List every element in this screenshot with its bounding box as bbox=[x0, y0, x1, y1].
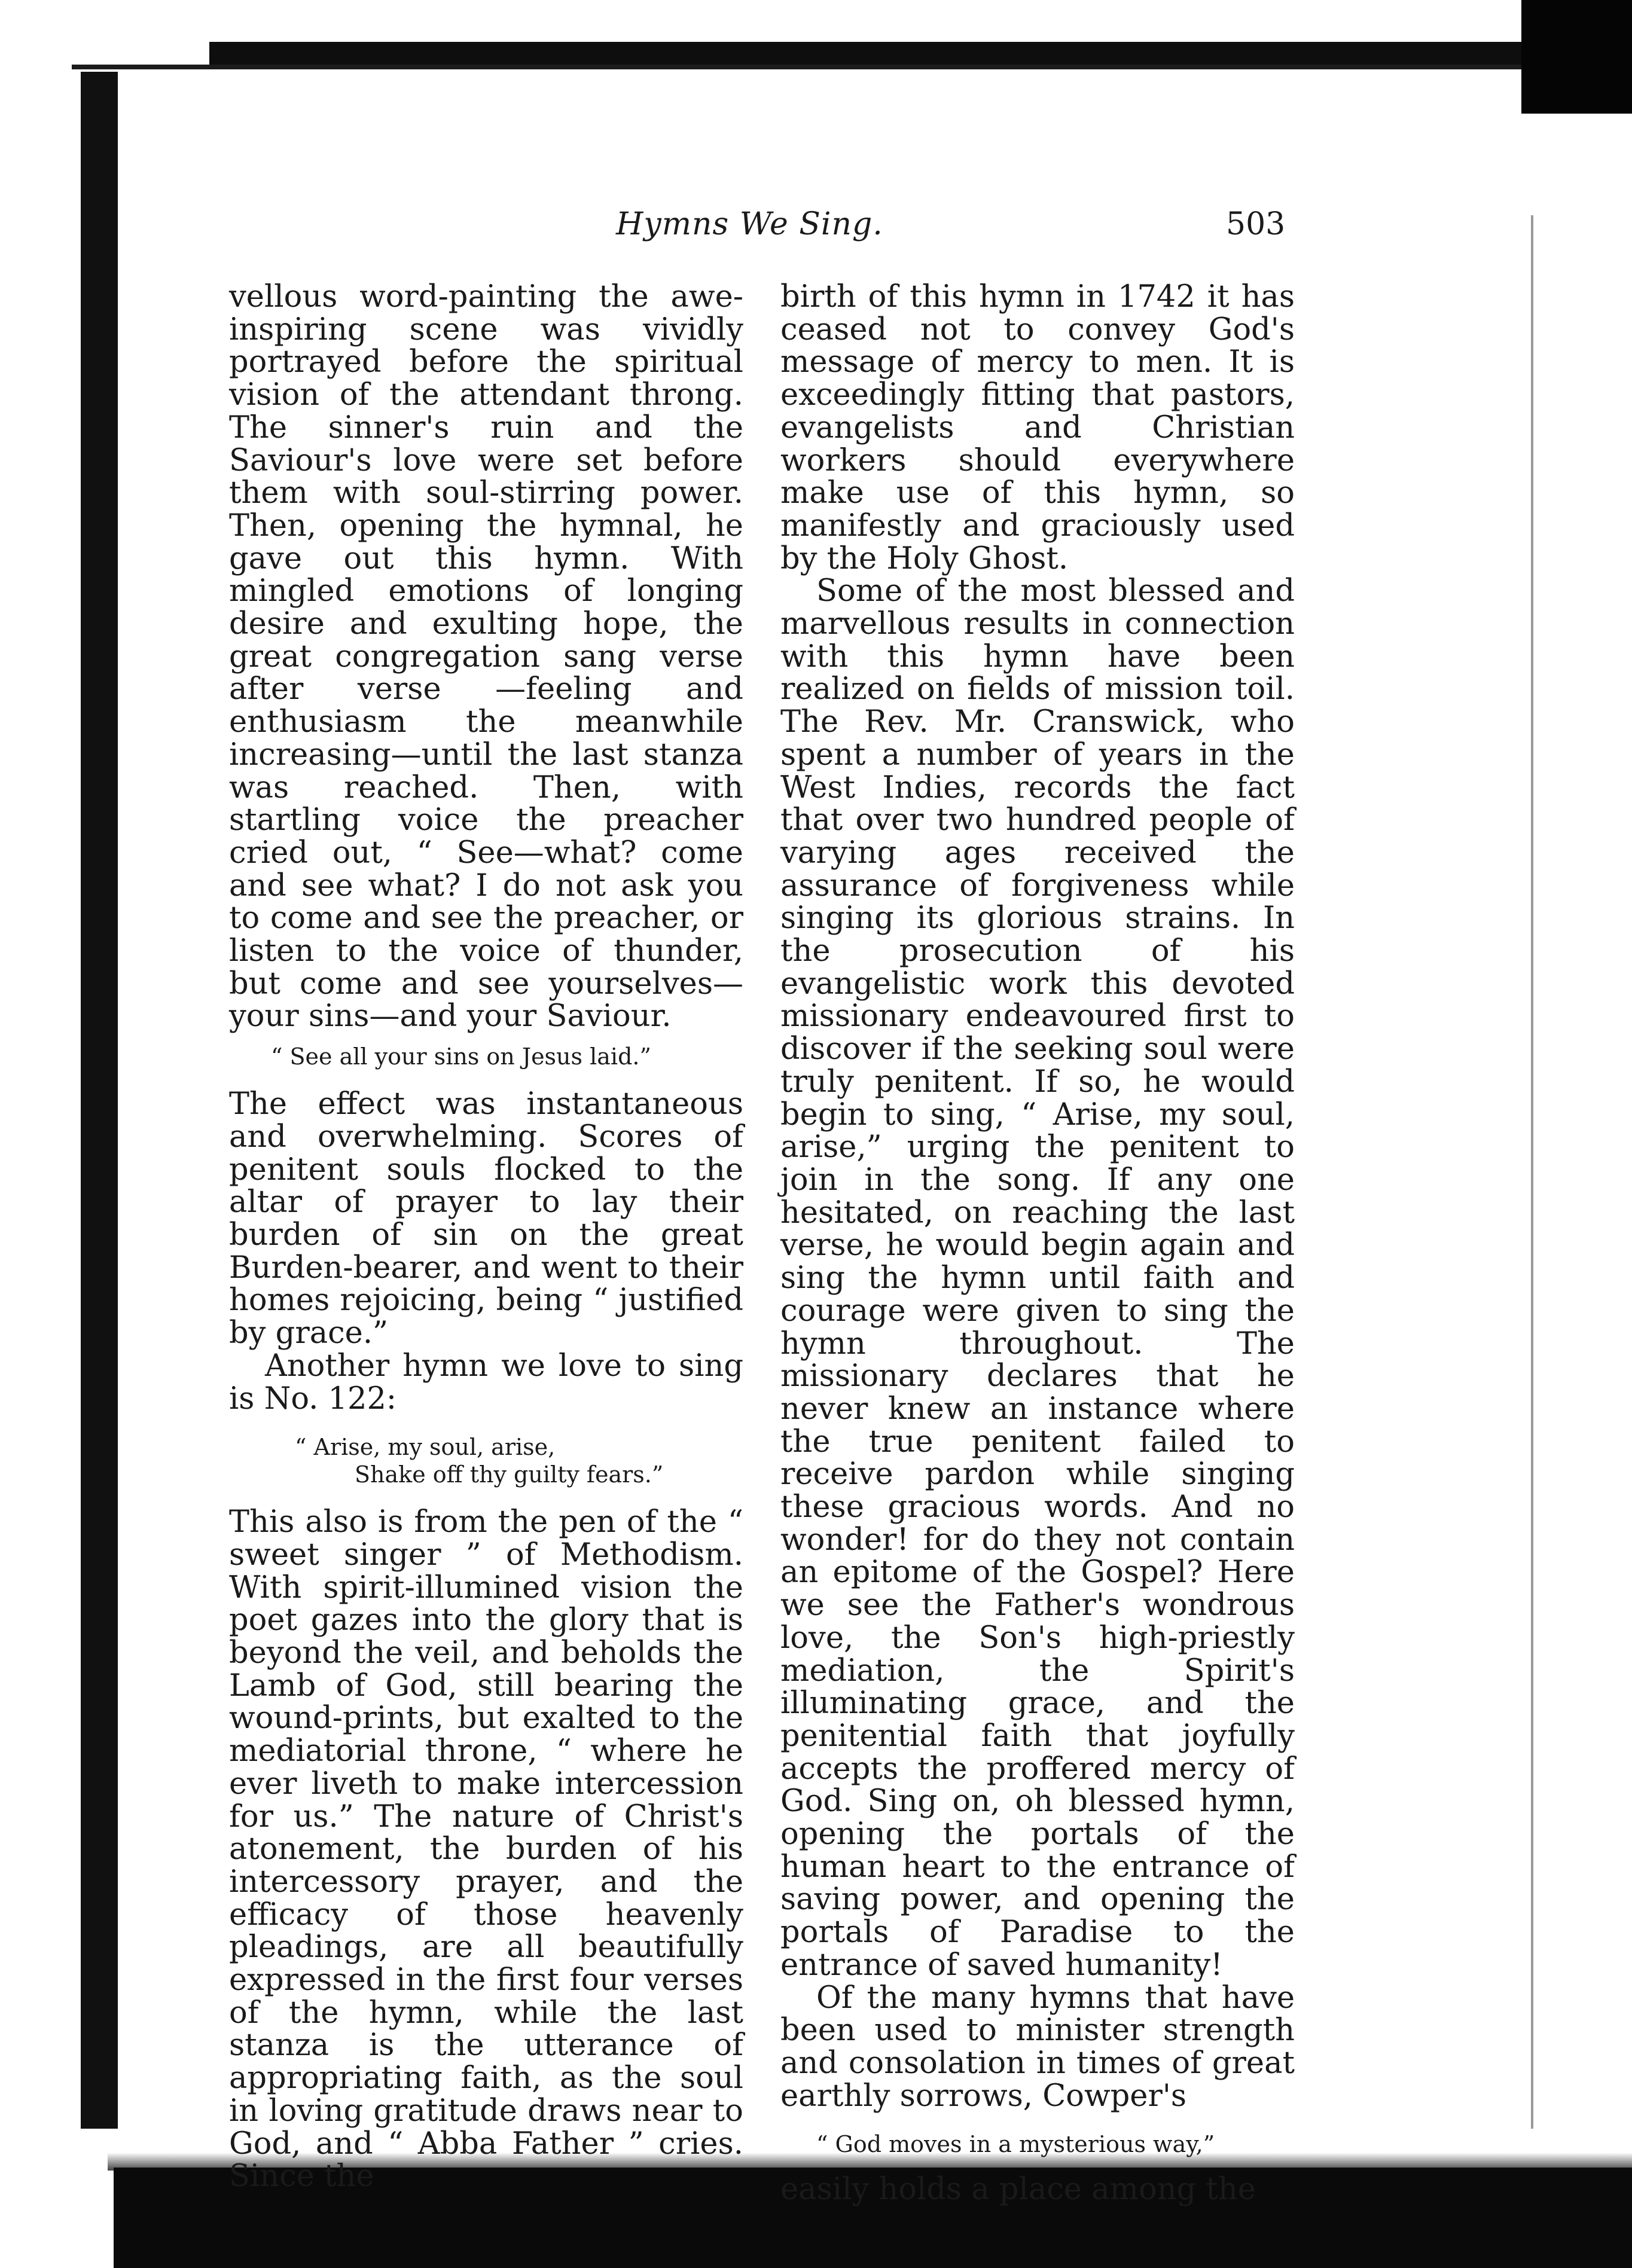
paragraph: Some of the most blessed and marvellous results in connection with this hymn have been realized on fields of mission toil. The Rev. Mr. Cranswick, who spent a number of years in the West Indies, records the fact that over two hundred people of varying ages received the assurance of forgiveness while singing its glorious strains. In the prosecution of his evangelistic work this devoted missionary endeavoured first to discover if the seeking soul were truly penitent. If so, he would begin to sing, “ Arise, my soul, arise,” urging the penitent to join in the song. If any one hesitated, on reaching the last verse, he would begin again and sing the hymn until faith and courage were given to sing the hymn throughout. The missionary declares that he never knew an instance where the true penitent failed to receive pardon while singing these gracious words. And no wonder! for do they not contain an epitome of the Gospel? Here we see the Father's wondrous love, the Son's high-priestly mediation, the Spirit's illuminating grace, and the penitential faith that joyfully accepts the proffered mercy of God. Sing on, oh blessed hymn, opening the portals of the human heart to the entrance of saving power, and opening the portals of Paradise to the entrance of saved humanity! bbox=[780, 573, 1295, 1983]
paragraph: vellous word-painting the awe-inspiring scene was vividly portrayed before the spiritual vision of the attendant throng. The sinner's ruin and the Saviour's love were set before them with soul-stirring power. Then, opening the hymnal, he gave out this hymn. With mingled emotions of longing desire and exulting hope, the great congregation sang verse after verse —feeling and enthusiasm the meanwhile increasing—until the last stanza was reached. Then, with startling voice the preacher cried out, “ See—what? come and see what? I do not ask you to come and see the preacher, or listen to the voice of thunder, but come and see yourselves—your sins—and your Saviour. bbox=[229, 279, 743, 1034]
hymn-quote bbox=[229, 1433, 743, 1488]
hymn-quote: “ See all your sins on Jesus laid.” bbox=[271, 1043, 651, 1070]
paragraph: birth of this hymn in 1742 it has ceased not to convey God's message of mercy to men. It is exceedingly fitting that pastors, evangelists and Christian workers should everywhere make use of this hymn, so manifestly and graciously used by the Holy Ghost. bbox=[780, 279, 1295, 576]
hymn-quote: “ God moves in a mysterious way,” bbox=[816, 2131, 1215, 2158]
running-title: Hymns We Sing. bbox=[616, 206, 883, 242]
hymn-quote-line: “ Arise, my soul, arise, bbox=[295, 1434, 556, 1461]
paragraph: The effect was instantaneous and overwhelming. Scores of penitent souls flocked to the altar of prayer to lay their burden of sin on the great Burden-bearer, and went to their homes rejoicing, being “ justified by grace.” bbox=[229, 1086, 743, 1351]
right-column bbox=[780, 281, 1295, 2206]
paragraph: easily holds a place among the bbox=[780, 2172, 1256, 2208]
scan-left-border bbox=[81, 72, 118, 2129]
page-number: 503 bbox=[1226, 206, 1286, 242]
paragraph: Another hymn we love to sing is No. 122: bbox=[229, 1348, 743, 1417]
scan-corner-shadow bbox=[1521, 0, 1632, 114]
paragraph: Of the many hymns that have been used to minister strength and consolation in times of great earthly sorrows, Cowper's bbox=[780, 1980, 1295, 2114]
hymn-quote-line: Shake off thy guilty fears.” bbox=[355, 1461, 664, 1488]
scan-right-edge bbox=[1531, 215, 1533, 2129]
scan-top-rule bbox=[72, 65, 1531, 69]
left-column bbox=[229, 281, 743, 2193]
paragraph: This also is from the pen of the “ sweet singer ” of Methodism. With spirit-illumined vision the poet gazes into the glory that is beyond the veil, and beholds the Lamb of God, still bearing the wound-prints, but exalted to the mediatorial throne, “ where he ever liveth to make intercession for us.” The nature of Christ's atonement, the burden of his intercessory prayer, and the efficacy of those heavenly pleadings, are all beautifully expressed in the first four verses of the hymn, while the last stanza is the utterance of appropriating faith, as the soul in loving gratitude draws near to God, and “ Abba Father ” cries. Since the bbox=[229, 1504, 743, 2194]
scan-top-border bbox=[209, 42, 1537, 67]
